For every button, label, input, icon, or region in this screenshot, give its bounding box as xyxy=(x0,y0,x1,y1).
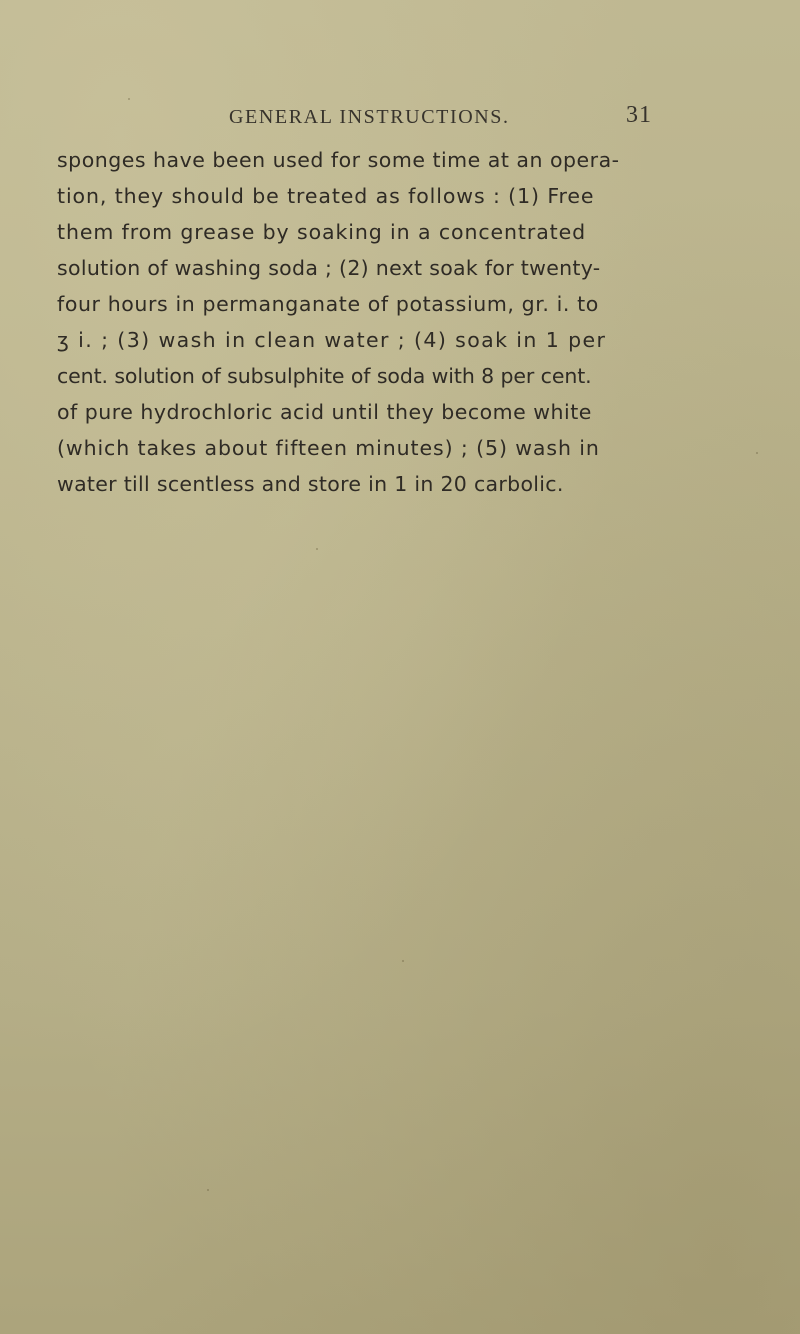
paper-speck xyxy=(316,548,318,550)
text-line: four hours in permanganate of potassium, gr. i. to xyxy=(57,292,599,316)
text-line: them from grease by soaking in a concentrated xyxy=(57,220,587,244)
paper-speck xyxy=(402,960,404,962)
text-line: ʒ i. ; (3) wash in clean water ; (4) soak in 1 per xyxy=(57,328,607,352)
text-line: of pure hydrochloric acid until they become white xyxy=(57,400,592,424)
page-header xyxy=(0,100,800,134)
paper-speck xyxy=(756,452,758,454)
page-number: 31 xyxy=(626,102,652,128)
text-line: tion, they should be treated as follows : (1) Free xyxy=(57,184,595,208)
text-line: cent. solution of subsulphite of soda with 8 per cent. xyxy=(57,364,592,388)
text-line: sponges have been used for some time at an opera- xyxy=(57,148,620,172)
running-title: GENERAL INSTRUCTIONS. xyxy=(229,106,510,128)
text-line: water till scentless and store in 1 in 20 carbolic. xyxy=(57,472,564,496)
body-paragraph xyxy=(57,142,707,502)
text-line: (which takes about fifteen minutes) ; (5) wash in xyxy=(57,436,600,460)
paper-speck xyxy=(207,1189,209,1191)
text-line: solution of washing soda ; (2) next soak for twenty- xyxy=(57,256,601,280)
